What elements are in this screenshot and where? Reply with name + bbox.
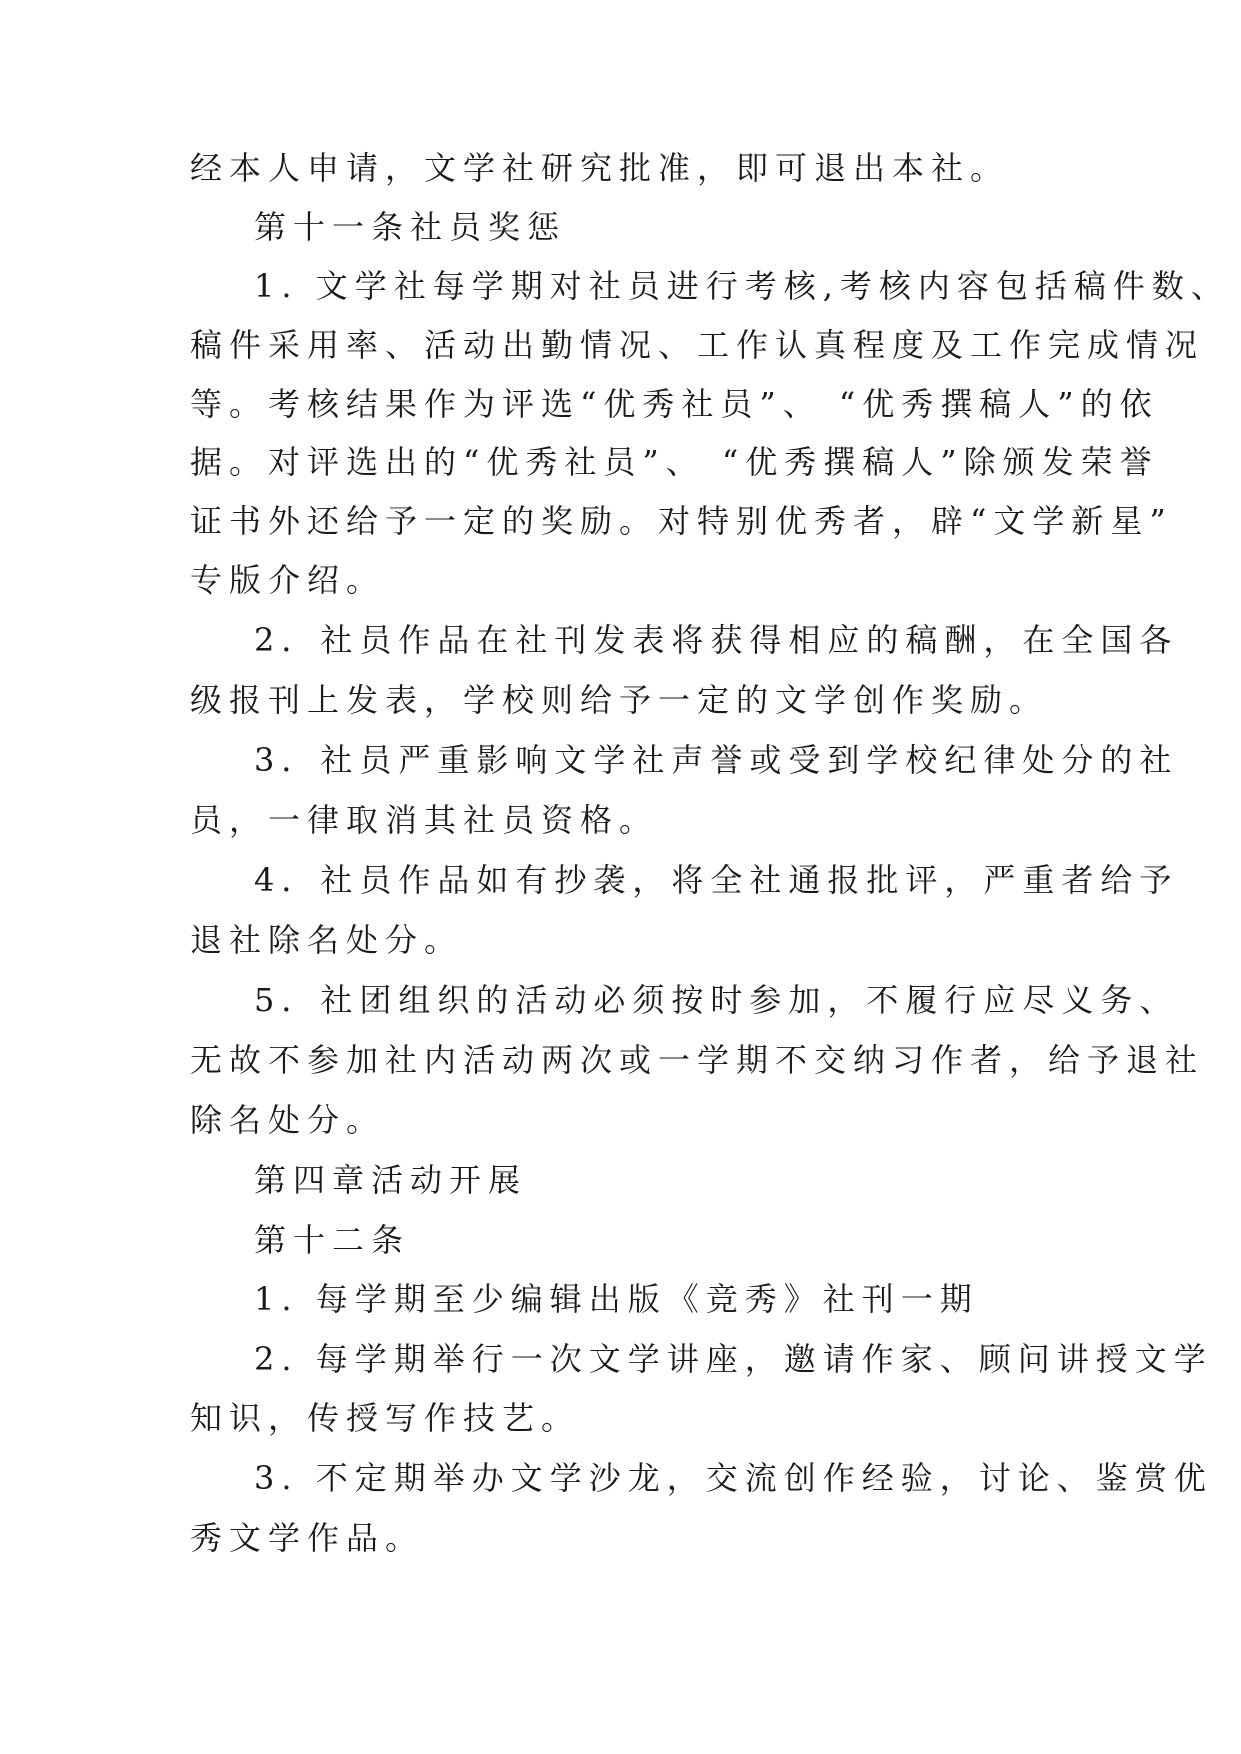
- body-text-line: 知识，传授写作技艺。: [190, 1399, 581, 1437]
- body-text-line: 专版介绍。: [190, 561, 386, 599]
- body-text-line: 员，一律取消其社员资格。: [190, 801, 659, 839]
- body-text-line: 等。考核结果作为评选“优秀社员”、 “优秀撰稿人”的依: [190, 385, 1159, 423]
- list-item-line: 1. 文学社每学期对社员进行考核,考核内容包括稿件数、: [254, 267, 1230, 305]
- body-text-line: 秀文学作品。: [190, 1519, 425, 1557]
- body-text-line: 级报刊上发表，学校则给予一定的文学创作奖励。: [190, 681, 1049, 719]
- list-item-line: 3．社员严重影响文学社声誉或受到学校纪律处分的社: [254, 741, 1179, 779]
- body-text-line: 退社除名处分。: [190, 921, 464, 959]
- body-text-line: 无故不参加社内活动两次或一学期不交纳习作者，给予退社: [190, 1041, 1205, 1079]
- list-item-line: 3. 不定期举办文学沙龙，交流创作经验，讨论、鉴赏优: [254, 1459, 1213, 1497]
- body-text-line: 除名处分。: [190, 1101, 386, 1139]
- list-item-line: 5．社团组织的活动必须按时参加，不履行应尽义务、: [254, 981, 1179, 1019]
- body-text-line: 据。对评选出的“优秀社员”、 “优秀撰稿人”除颁发荣誉: [190, 443, 1159, 481]
- list-item-line: 2. 每学期举行一次文学讲座，邀请作家、顾问讲授文学: [254, 1340, 1213, 1378]
- list-item-line: 4．社员作品如有抄袭，将全社通报批评，严重者给予: [254, 861, 1179, 899]
- list-item-line: 2．社员作品在社刊发表将获得相应的稿酬，在全国各: [254, 621, 1179, 659]
- section-heading: 第十二条: [254, 1221, 411, 1259]
- body-text-line: 稿件采用率、活动出勤情况、工作认真程度及工作完成情况: [190, 326, 1205, 364]
- body-text-line: 证书外还给予一定的奖励。对特别优秀者，辟“文学新星”: [190, 502, 1173, 540]
- section-heading: 第十一条社员奖惩: [254, 208, 567, 246]
- chapter-heading: 第四章活动开展: [254, 1161, 528, 1199]
- list-item-line: 1. 每学期至少编辑出版《竞秀》社刊一期: [254, 1280, 979, 1318]
- body-text-line: 经本人申请，文学社研究批准，即可退出本社。: [190, 149, 1010, 187]
